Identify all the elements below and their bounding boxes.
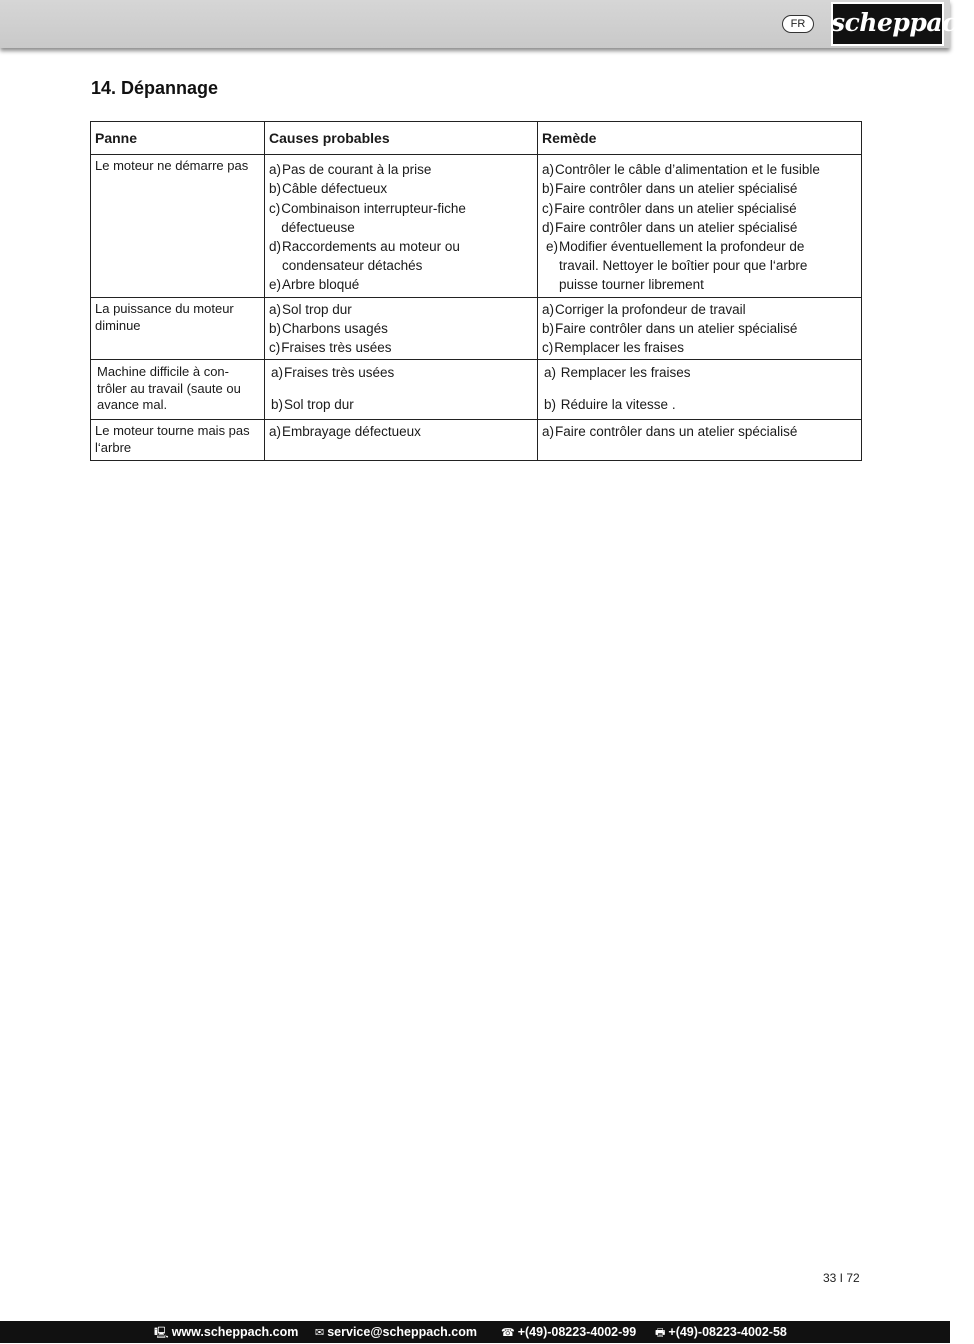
phone-icon: ☎	[501, 1327, 515, 1339]
remede-item: b) Faire contrôler dans un atelier spécialisé	[542, 320, 798, 336]
causes-cell	[265, 360, 538, 420]
language-badge: FR	[782, 15, 814, 33]
causes-cell	[265, 155, 538, 297]
remede-cell	[538, 420, 862, 461]
panne-cell	[91, 155, 265, 297]
cause-item: a) Pas de courant à la prise	[269, 162, 432, 178]
table-row	[91, 420, 862, 461]
cause-item: a) Fraises très usées	[271, 365, 395, 381]
panne-text: La puissance du moteur diminue	[95, 300, 234, 333]
cause-item: a) Sol trop dur	[269, 301, 352, 317]
cause-item: d) Raccordements au moteur ou condensateur détachés	[269, 239, 460, 274]
remede-item: e) Modifier éventuellement la profondeur de travail. Nettoyer le boîtier pour que l‘arbre puisse tourner librement	[546, 239, 808, 293]
cause-item: b) Charbons usagés	[269, 320, 388, 336]
table-row	[91, 297, 862, 360]
table-header-row	[91, 122, 862, 155]
cause-item: b) Câble défectueux	[269, 181, 388, 197]
troubleshooting-table	[90, 121, 862, 461]
cause-item: b) Sol trop dur	[271, 397, 354, 413]
remede-cell	[538, 155, 862, 297]
remede-item: b) Réduire la vitesse .	[544, 397, 676, 413]
fax-icon: 🖶	[655, 1327, 666, 1339]
cause-item: c) Fraises très usées	[269, 340, 392, 356]
computer-icon: 🖳	[154, 1327, 169, 1339]
table-row	[91, 155, 862, 297]
cause-item: a) Embrayage défectueux	[269, 424, 421, 440]
footer-fax: 🖶 +(49)-08223-4002-58	[655, 1325, 787, 1339]
header-panne: Panne	[91, 122, 265, 155]
panne-text: Le moteur tourne mais pas l‘arbre	[95, 423, 250, 456]
table-row	[91, 360, 862, 420]
cause-item: c) Combinaison interrupteur-fiche défectueuse	[269, 200, 466, 235]
page-number: 33 I 72	[823, 1271, 860, 1285]
header-causes: Causes probables	[265, 122, 538, 155]
causes-cell	[265, 420, 538, 461]
remede-cell	[538, 297, 862, 360]
remede-item: c) Faire contrôler dans un atelier spécialisé	[542, 200, 797, 216]
remede-item: d) Faire contrôler dans un atelier spécialisé	[542, 219, 798, 235]
remede-item: c) Remplacer les fraises	[542, 340, 685, 356]
email-icon: ✉	[315, 1327, 325, 1339]
footer-bar	[0, 1321, 950, 1343]
remede-item: a) Remplacer les fraises	[544, 365, 691, 381]
panne-cell	[91, 360, 265, 420]
panne-text: Le moteur ne démarre pas	[95, 158, 249, 174]
footer-website[interactable]: 🖳 www.scheppach.com	[154, 1325, 299, 1339]
section-title: 14. Dépannage	[91, 78, 219, 98]
footer-email[interactable]: ✉ service@scheppach.com	[315, 1325, 477, 1339]
scheppach-logo: scheppach	[831, 2, 944, 46]
footer-phone[interactable]: ☎ +(49)-08223-4002-99	[501, 1325, 637, 1339]
panne-text: Machine difficile à con-trôler au travail (saute ou avance mal.	[97, 364, 241, 413]
panne-cell	[91, 420, 265, 461]
remede-item: b) Faire contrôler dans un atelier spécialisé	[542, 181, 798, 197]
remede-item: a) Contrôler le câble d’alimentation et le fusible	[542, 162, 820, 178]
remede-item: a) Corriger la profondeur de travail	[542, 301, 746, 317]
remede-item: a) Faire contrôler dans un atelier spécialisé	[542, 424, 798, 440]
header-remede: Remède	[538, 122, 862, 155]
header-bar	[0, 0, 974, 48]
panne-cell	[91, 297, 265, 360]
cause-item: e) Arbre bloqué	[269, 277, 360, 293]
causes-cell	[265, 297, 538, 360]
remede-cell	[538, 360, 862, 420]
